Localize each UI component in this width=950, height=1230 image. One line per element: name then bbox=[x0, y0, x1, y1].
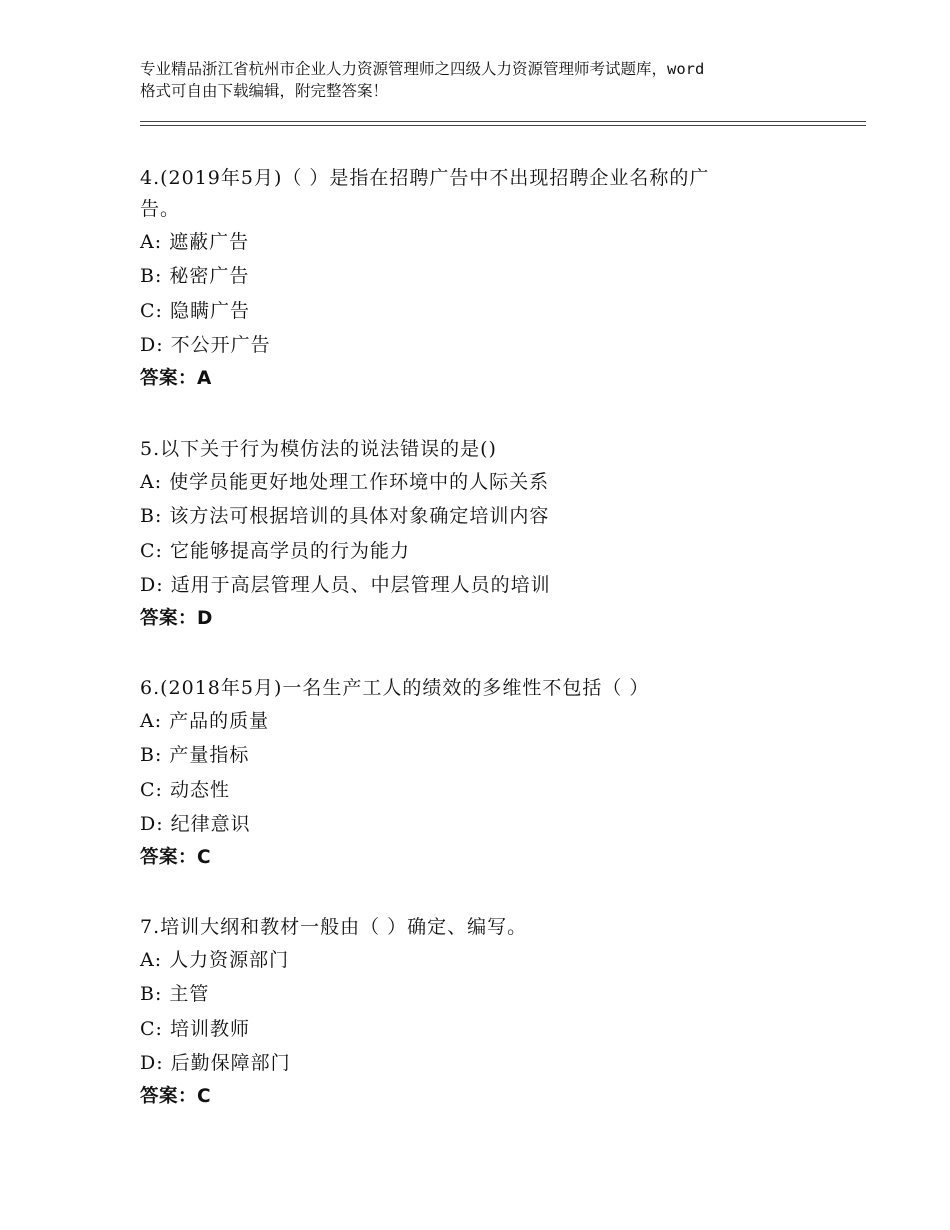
answer: 答案：C bbox=[140, 847, 212, 869]
answer: 答案：C bbox=[140, 1086, 212, 1108]
question-stem: 5.以下关于行为模仿法的说法错误的是() bbox=[140, 438, 497, 460]
option-c: C: 动态性 bbox=[140, 778, 230, 801]
answer: 答案：D bbox=[140, 608, 213, 630]
option-b: B: 秘密广告 bbox=[140, 265, 250, 288]
question-4 bbox=[140, 163, 820, 396]
question-stem-continued: 告。 bbox=[140, 198, 181, 220]
question-5 bbox=[140, 434, 820, 636]
header-line-1: 专业精品浙江省杭州市企业人力资源管理师之四级人力资源管理师考试题库，word bbox=[140, 60, 705, 78]
option-a: A: 人力资源部门 bbox=[140, 949, 290, 971]
question-stem: 4.(2019年5月)（ ）是指在招聘广告中不出现招聘企业名称的广 bbox=[140, 167, 710, 189]
question-6 bbox=[140, 673, 820, 875]
header-rule-bottom bbox=[140, 125, 866, 126]
option-b: B: 产量指标 bbox=[140, 744, 250, 767]
option-d: D: 适用于高层管理人员、中层管理人员的培训 bbox=[140, 573, 551, 596]
option-c: C: 它能够提高学员的行为能力 bbox=[140, 539, 410, 562]
header-rule-top bbox=[140, 121, 866, 122]
option-c: C: 隐瞒广告 bbox=[140, 299, 250, 322]
document-header bbox=[140, 58, 840, 102]
option-d: D: 后勤保障部门 bbox=[140, 1051, 291, 1074]
option-a: A: 遮蔽广告 bbox=[140, 231, 250, 253]
option-a: A: 产品的质量 bbox=[140, 710, 270, 732]
option-d: D: 不公开广告 bbox=[140, 333, 271, 356]
option-c: C: 培训教师 bbox=[140, 1017, 250, 1040]
option-b: B: 主管 bbox=[140, 983, 210, 1006]
option-a: A: 使学员能更好地处理工作环境中的人际关系 bbox=[140, 471, 550, 493]
option-b: B: 该方法可根据培训的具体对象确定培训内容 bbox=[140, 505, 550, 528]
answer: 答案：A bbox=[140, 368, 212, 390]
question-stem: 6.(2018年5月)一名生产工人的绩效的多维性不包括（ ） bbox=[140, 677, 650, 699]
question-7 bbox=[140, 912, 820, 1114]
question-stem: 7.培训大纲和教材一般由（ ）确定、编写。 bbox=[140, 916, 528, 938]
option-d: D: 纪律意识 bbox=[140, 812, 251, 835]
header-line-2: 格式可自由下载编辑，附完整答案！ bbox=[140, 82, 389, 100]
